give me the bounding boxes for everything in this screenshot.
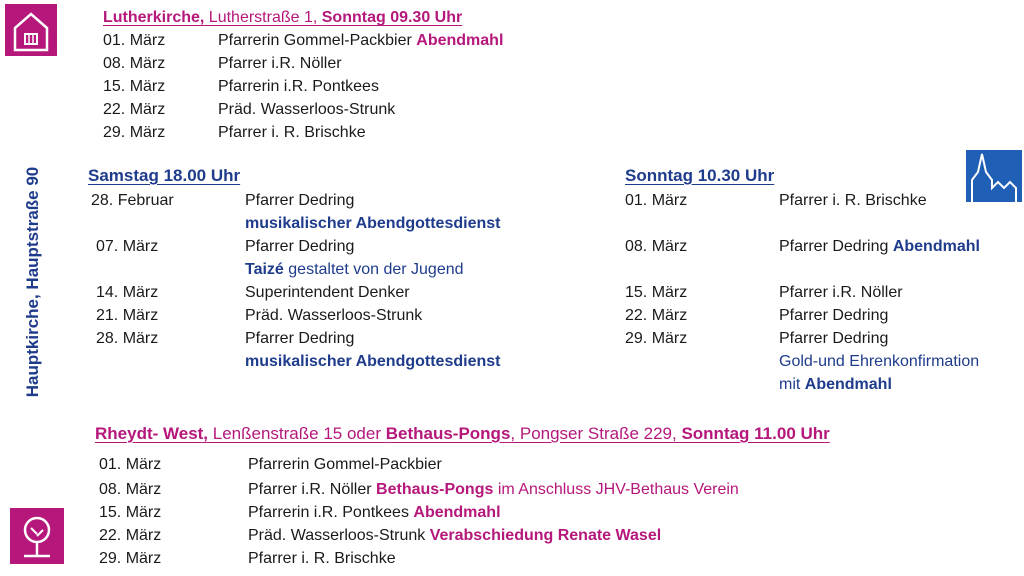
sonntag-row-date: 01. März bbox=[625, 192, 688, 209]
rheydt-row-person-name: Pfarrerin i.R. Pontkees bbox=[248, 504, 414, 521]
rheydt-row-note-normal: im Anschluss JHV-Bethaus Verein bbox=[493, 481, 739, 498]
samstag-row-date: 14. März bbox=[96, 284, 159, 301]
luther-row-person: Pfarrer i. R. Brischke bbox=[218, 124, 366, 141]
luther-row-date: 01. März bbox=[103, 32, 166, 49]
rheydt-row-person bbox=[248, 481, 739, 499]
rheydt-row-person bbox=[248, 504, 501, 522]
sonntag-header: Sonntag 10.30 Uhr bbox=[625, 166, 775, 185]
rheydt-row-note-bold: Verabschiedung Renate Wasel bbox=[429, 527, 662, 544]
sonntag-row-date: 22. März bbox=[625, 307, 688, 324]
luther-row-date: 29. März bbox=[103, 124, 166, 141]
samstag-row-person: Pfarrer Dedring bbox=[245, 330, 355, 347]
samstag-row-date: 28. März bbox=[96, 330, 159, 347]
sonntag-extra-line1: Gold-und Ehrenkonfirmation bbox=[779, 353, 980, 370]
sonntag-extra-bold: Abendmahl bbox=[804, 376, 892, 393]
rheydt-row-note-bold: Abendmahl bbox=[413, 504, 501, 521]
luther-row-person-name: Pfarrerin Gommel-Packbier bbox=[218, 32, 417, 49]
luther-row-person bbox=[218, 32, 503, 50]
rheydt-row-date: 29. März bbox=[99, 550, 162, 567]
luther-row-person: Pfarrer i.R. Nöller bbox=[218, 55, 342, 72]
luther-row-date: 22. März bbox=[103, 101, 166, 118]
sonntag-row-person: Pfarrer Dedring bbox=[779, 307, 889, 324]
samstag-row-extra: musikalischer Abendgottesdienst bbox=[245, 215, 501, 232]
rheydt-row-date: 22. März bbox=[99, 527, 162, 544]
church-outline-icon bbox=[5, 4, 57, 56]
rheydt-row-person: Pfarrerin Gommel-Packbier bbox=[248, 456, 442, 473]
lutherkirche-time: Sonntag 09.30 Uhr bbox=[321, 9, 463, 26]
church-spire-icon bbox=[966, 150, 1022, 202]
sonntag-row-date: 15. März bbox=[625, 284, 688, 301]
rheydt-row-person-name: Pfarrer i.R. Nöller bbox=[248, 481, 377, 498]
rheydt-address1: Lenßenstraße 15 oder bbox=[208, 424, 386, 443]
luther-row-date: 08. März bbox=[103, 55, 166, 72]
rheydt-row-date: 01. März bbox=[99, 456, 162, 473]
sonntag-row-person bbox=[779, 238, 980, 256]
tree-icon bbox=[10, 508, 64, 564]
rheydt-row-date: 08. März bbox=[99, 481, 162, 498]
samstag-extra-normal: gestaltet von der Jugend bbox=[283, 261, 464, 278]
lutherkirche-header bbox=[103, 9, 462, 27]
lutherkirche-name: Lutherkirche, bbox=[103, 9, 205, 26]
samstag-row-person: Präd. Wasserloos-Strunk bbox=[245, 307, 423, 324]
rheydt-header bbox=[95, 424, 830, 444]
rheydt-row-note-bold: Bethaus-Pongs bbox=[376, 481, 494, 498]
samstag-row-extra: musikalischer Abendgottesdienst bbox=[245, 353, 501, 370]
luther-row-person: Pfarrerin i.R. Pontkees bbox=[218, 78, 379, 95]
rheydt-row-person: Pfarrer i. R. Brischke bbox=[248, 550, 396, 567]
samstag-row-person: Pfarrer Dedring bbox=[245, 238, 355, 255]
luther-row-date: 15. März bbox=[103, 78, 166, 95]
rheydt-row-date: 15. März bbox=[99, 504, 162, 521]
luther-row-person: Präd. Wasserloos-Strunk bbox=[218, 101, 396, 118]
rheydt-time: Sonntag 11.00 Uhr bbox=[681, 424, 830, 443]
rheydt-name2: Bethaus-Pongs bbox=[385, 424, 511, 443]
sonntag-row-date: 29. März bbox=[625, 330, 688, 347]
rheydt-row-person-name: Präd. Wasserloos-Strunk bbox=[248, 527, 430, 544]
lutherkirche-address: Lutherstraße 1, bbox=[204, 9, 322, 26]
sonntag-extra-prefix: mit bbox=[779, 376, 805, 393]
rheydt-name: Rheydt- West, bbox=[95, 424, 209, 443]
rheydt-address2: , Pongser Straße 229, bbox=[510, 424, 682, 443]
samstag-row-date: 07. März bbox=[96, 238, 159, 255]
sonntag-row-person: Pfarrer i. R. Brischke bbox=[779, 192, 927, 209]
samstag-row-date: 21. März bbox=[96, 307, 159, 324]
hauptkirche-vertical-label: Hauptkirche, Hauptstraße 90 bbox=[23, 166, 42, 398]
sonntag-row-person: Pfarrer i.R. Nöller bbox=[779, 284, 903, 301]
rheydt-row-person bbox=[248, 527, 661, 545]
sonntag-extra-line2 bbox=[779, 376, 892, 394]
samstag-header: Samstag 18.00 Uhr bbox=[88, 166, 241, 185]
samstag-row-person: Pfarrer Dedring bbox=[245, 192, 355, 209]
sonntag-row-person-name: Pfarrer Dedring bbox=[779, 238, 893, 255]
sonntag-row-date: 08. März bbox=[625, 238, 688, 255]
samstag-row-extra bbox=[245, 261, 464, 279]
sonntag-row-person: Pfarrer Dedring bbox=[779, 330, 889, 347]
sonntag-row-note: Abendmahl bbox=[892, 238, 980, 255]
samstag-row-date: 28. Februar bbox=[91, 192, 174, 209]
luther-row-note: Abendmahl bbox=[416, 32, 504, 49]
samstag-row-person: Superintendent Denker bbox=[245, 284, 410, 301]
samstag-extra-bold: Taizé bbox=[245, 261, 284, 278]
